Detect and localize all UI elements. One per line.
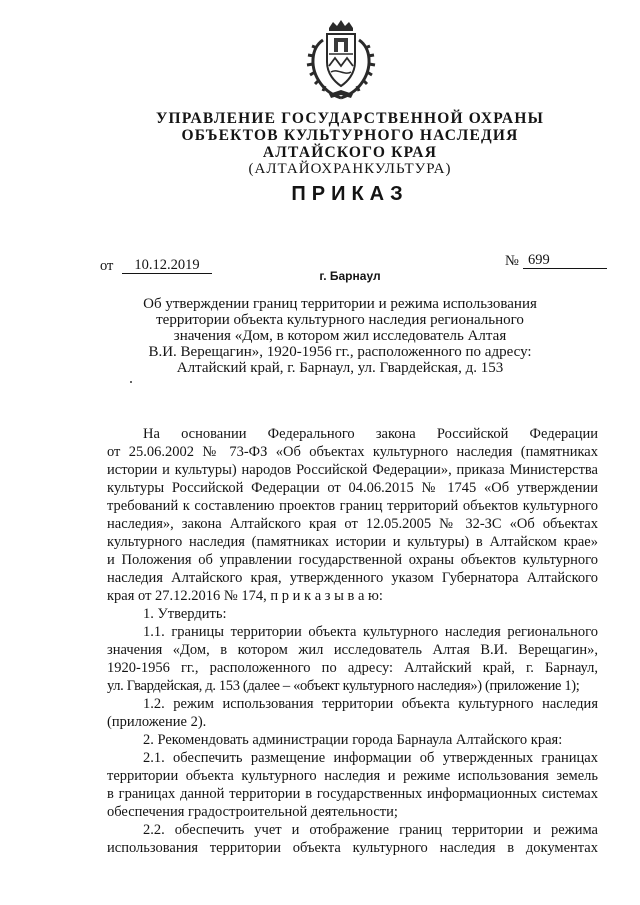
date-prefix: от [100,258,114,274]
body-line: культуры Российской Федерации от 04.06.2015 № 1745 «Об утверждении [107,480,598,496]
body-line: требований к составлению проектов границ территорий объектов культурного [107,498,598,514]
body-line: 2.1. обеспечить размещение информации об утвержденных границах [143,750,598,766]
body-line: 1920-1956 гг., расположенного по адресу: Алтайский край, г. Барнаул, [107,660,598,676]
subject-line: Об утверждении границ территории и режима использования [143,296,537,312]
subject-line: Алтайский край, г. Барнаул, ул. Гвардейская, д. 153 [176,360,504,376]
document-type-title: ПРИКАЗ [291,183,409,205]
body-line: 1. Утвердить: [143,606,227,622]
body-line: 2.2. обеспечить учет и отображение границ территории и режима [143,822,598,838]
org-name-line-1: УПРАВЛЕНИЕ ГОСУДАРСТВЕННОЙ ОХРАНЫ [155,110,544,127]
body-line: обеспечения градостроительной деятельности; [107,804,398,820]
document-city: г. Барнаул [319,269,381,283]
body-line: значения «Дом, в котором жил исследователь Алтая В.И. Верещагин», [107,642,598,658]
body-line: в границах данной территории в государственных информационных системах [107,786,598,802]
body-line: истории и культуры) народов Российской Федерации», приказа Министерства [107,462,598,478]
body-line: наследия Алтайского края, утвержденного указом Губернатора Алтайского [107,570,598,586]
body-line: 1.2. режим использования территории объекта культурного наследия [143,696,598,712]
body-line: наследия», закона Алтайского края от 12.05.2005 № 32-ЗС «Об объектах [107,516,598,532]
subject-line: значения «Дом, в котором жил исследователь Алтая [173,328,507,344]
org-short-name: (АЛТАЙОХРАНКУЛЬТУРА) [248,161,452,177]
body-line: 2. Рекомендовать администрации города Барнаула Алтайского края: [143,732,563,748]
body-line: (приложение 2). [107,714,207,730]
body-line: культурного наследия (памятниках истории и культуры) в Алтайском крае» [107,534,598,550]
org-name-line-2: ОБЪЕКТОВ КУЛЬТУРНОГО НАСЛЕДИЯ [181,127,519,144]
body-line: края от 27.12.2016 № 174, п р и к а з ы в а ю: [107,588,383,604]
margin-mark [130,381,132,383]
subject-line: В.И. Верещагин», 1920-1956 гг., расположенного по адресу: [148,344,532,360]
org-name-line-3: АЛТАЙСКОГО КРАЯ [262,144,438,161]
number-prefix: № [505,253,519,269]
document-number: 699 [523,253,607,269]
document-date: 10.12.2019 [122,258,212,274]
body-line: На основании Федерального закона Российской Федерации [143,426,598,442]
body-line: территории объекта культурного наследия и режиме использования земель [107,768,598,784]
body-line: использования территории объекта культурного наследия в документах [107,840,598,856]
body-line: 1.1. границы территории объекта культурного наследия регионального [143,624,598,640]
body-line: от 25.06.2002 № 73-ФЗ «Об объектах культурного наследия (памятниках [107,444,598,460]
body-line: и Положения об управлении государственной охраны объектов культурного [107,552,598,568]
subject-line: территории объекта культурного наследия регионального [156,312,524,328]
altai-krai-coat-of-arms-icon [303,18,379,102]
body-line: ул. Гвардейская, д. 153 (далее – «объект культурного наследия») (приложение 1); [107,678,580,694]
